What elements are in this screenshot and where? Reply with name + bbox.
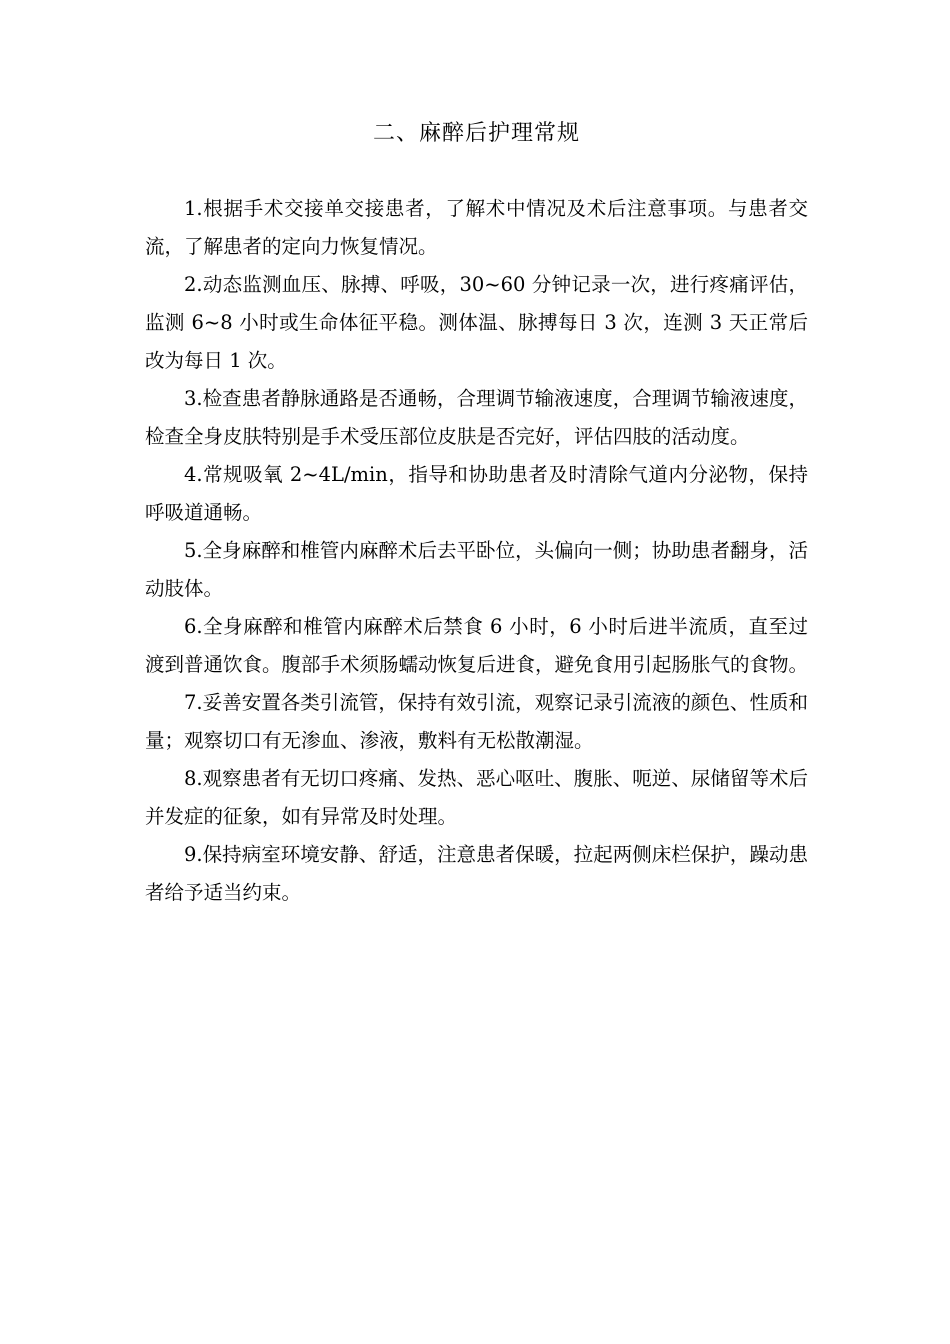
document-body (145, 190, 808, 912)
paragraph-6: 6.全身麻醉和椎管内麻醉术后禁食 6 小时，6 小时后进半流质，直至过渡到普通饮食。腹部手术须肠蠕动恢复后进食，避免食用引起肠胀气的食物。 (145, 615, 809, 676)
paragraph-5: 5.全身麻醉和椎管内麻醉术后去平卧位，头偏向一侧；协助患者翻身，活动肢体。 (145, 539, 808, 600)
paragraph-7: 7.妥善安置各类引流管，保持有效引流，观察记录引流液的颜色、性质和量；观察切口有无渗血、渗液，敷料有无松散潮湿。 (145, 691, 808, 752)
paragraph-4: 4.常规吸氧 2~4L/min，指导和协助患者及时清除气道内分泌物，保持呼吸道通畅。 (145, 463, 808, 524)
paragraph-9: 9.保持病室环境安静、舒适，注意患者保暖，拉起两侧床栏保护，躁动患者给予适当约束。 (145, 843, 808, 904)
paragraph-3: 3.检查患者静脉通路是否通畅，合理调节输液速度，合理调节输液速度，检查全身皮肤特别是手术受压部位皮肤是否完好，评估四肢的活动度。 (145, 387, 808, 448)
paragraph-1: 1.根据手术交接单交接患者，了解术中情况及术后注意事项。与患者交流，了解患者的定向力恢复情况。 (145, 197, 808, 258)
paragraph-2: 2.动态监测血压、脉搏、呼吸，30~60 分钟记录一次，进行疼痛评估，监测 6~8 小时或生命体征平稳。测体温、脉搏每日 3 次，连测 3 天正常后改为每日 1 次。 (145, 273, 808, 372)
paragraph-8: 8.观察患者有无切口疼痛、发热、恶心呕吐、腹胀、呃逆、尿储留等术后并发症的征象，如有异常及时处理。 (145, 767, 808, 828)
document-title: 二、麻醉后护理常规 (372, 121, 580, 146)
